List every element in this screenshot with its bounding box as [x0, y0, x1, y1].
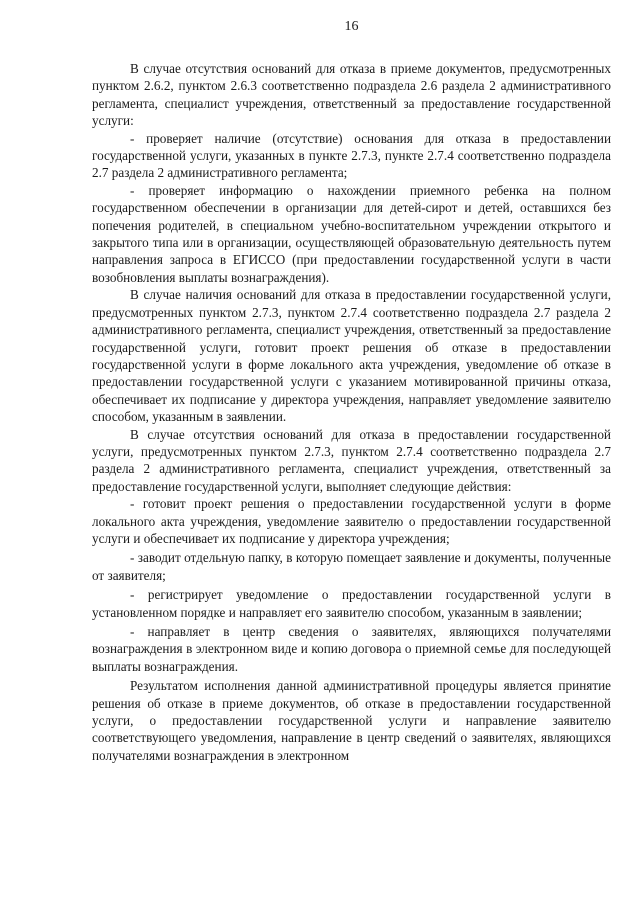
paragraph-9: - направляет в центр сведения о заявителях, являющихся получателями вознаграждения в электронном виде и копию договора о приемной семье для последующей выплаты вознаграждения. — [92, 624, 611, 674]
paragraph-1: В случае отсутствия оснований для отказа в приеме документов, предусмотренных пунктом 2.6.2, пунктом 2.6.3 соответственно подраздела 2.6 раздела 2 административного регламента, специалист учреждения, ответственный за предоставление государственной услуги: — [92, 61, 611, 129]
paragraph-8: - регистрирует уведомление о предоставлении государственной услуги в установленном порядке и направляет его заявителю способом, указанным в заявлении; — [92, 587, 611, 620]
paragraph-2: - проверяет наличие (отсутствие) основания для отказа в предоставлении государственной услуги, указанных в пункте 2.7.3, пункте 2.7.4 соответственно подраздела 2.7 раздела 2 административного регламента; — [92, 130, 611, 181]
paragraph-5: В случае отсутствия оснований для отказа в предоставлении государственной услуги, предусмотренных пунктом 2.7.3, пунктом 2.7.4 соответственно подраздела 2.7 раздела 2 административного регламента, специалист учреждения, ответственный за предоставление государственной услуги, выполняет следующие действия: — [92, 426, 611, 494]
document-body — [92, 60, 611, 764]
paragraph-7: - заводит отдельную папку, в которую помещает заявление и документы, полученные от заявителя; — [92, 550, 611, 583]
page-number: 16 — [344, 19, 359, 34]
paragraph-10: Результатом исполнения данной административной процедуры является принятие решения об отказе в приеме документов, об отказе в предоставлении государственной услуги, о предоставлении государственной услуги и направление заявителю соответствующего уведомления, направление в центр сведений о заявителях, являющихся получателями вознаграждения в электронном — [92, 678, 611, 763]
paragraph-4: В случае наличия оснований для отказа в предоставлении государственной услуги, предусмотренных пунктом 2.7.3, пунктом 2.7.4 соответственно подраздела 2.7 раздела 2 административного регламента, специалист учреждения, ответственный за предоставление государственной услуги, готовит проект решения об отказе в предоставлении государственной услуги в форме локального акта учреждения, уведомление об отказе в предоставлении государственной услуги с указанием мотивированной причины отказа, обеспечивает их подписание у директора учреждения, направляет уведомление заявителю способом, указанным в заявлении. — [92, 287, 611, 425]
paragraph-6: - готовит проект решения о предоставлении государственной услуги в форме локального акта учреждения, уведомление заявителю о предоставлении государственной услуги и обеспечивает их подписание у директора учреждения; — [92, 496, 611, 546]
paragraph-3: - проверяет информацию о нахождении приемного ребенка на полном государственном обеспечении в организации для детей-сирот и детей, оставшихся без попечения родителей, в специальном учебно-воспитательном учреждении открытого и закрытого типа или в организации, осуществляющей образовательную деятельность путем направления запроса в ЕГИССО (при предоставлении государственной услуги в части возобновления выплаты вознаграждения). — [92, 182, 611, 285]
